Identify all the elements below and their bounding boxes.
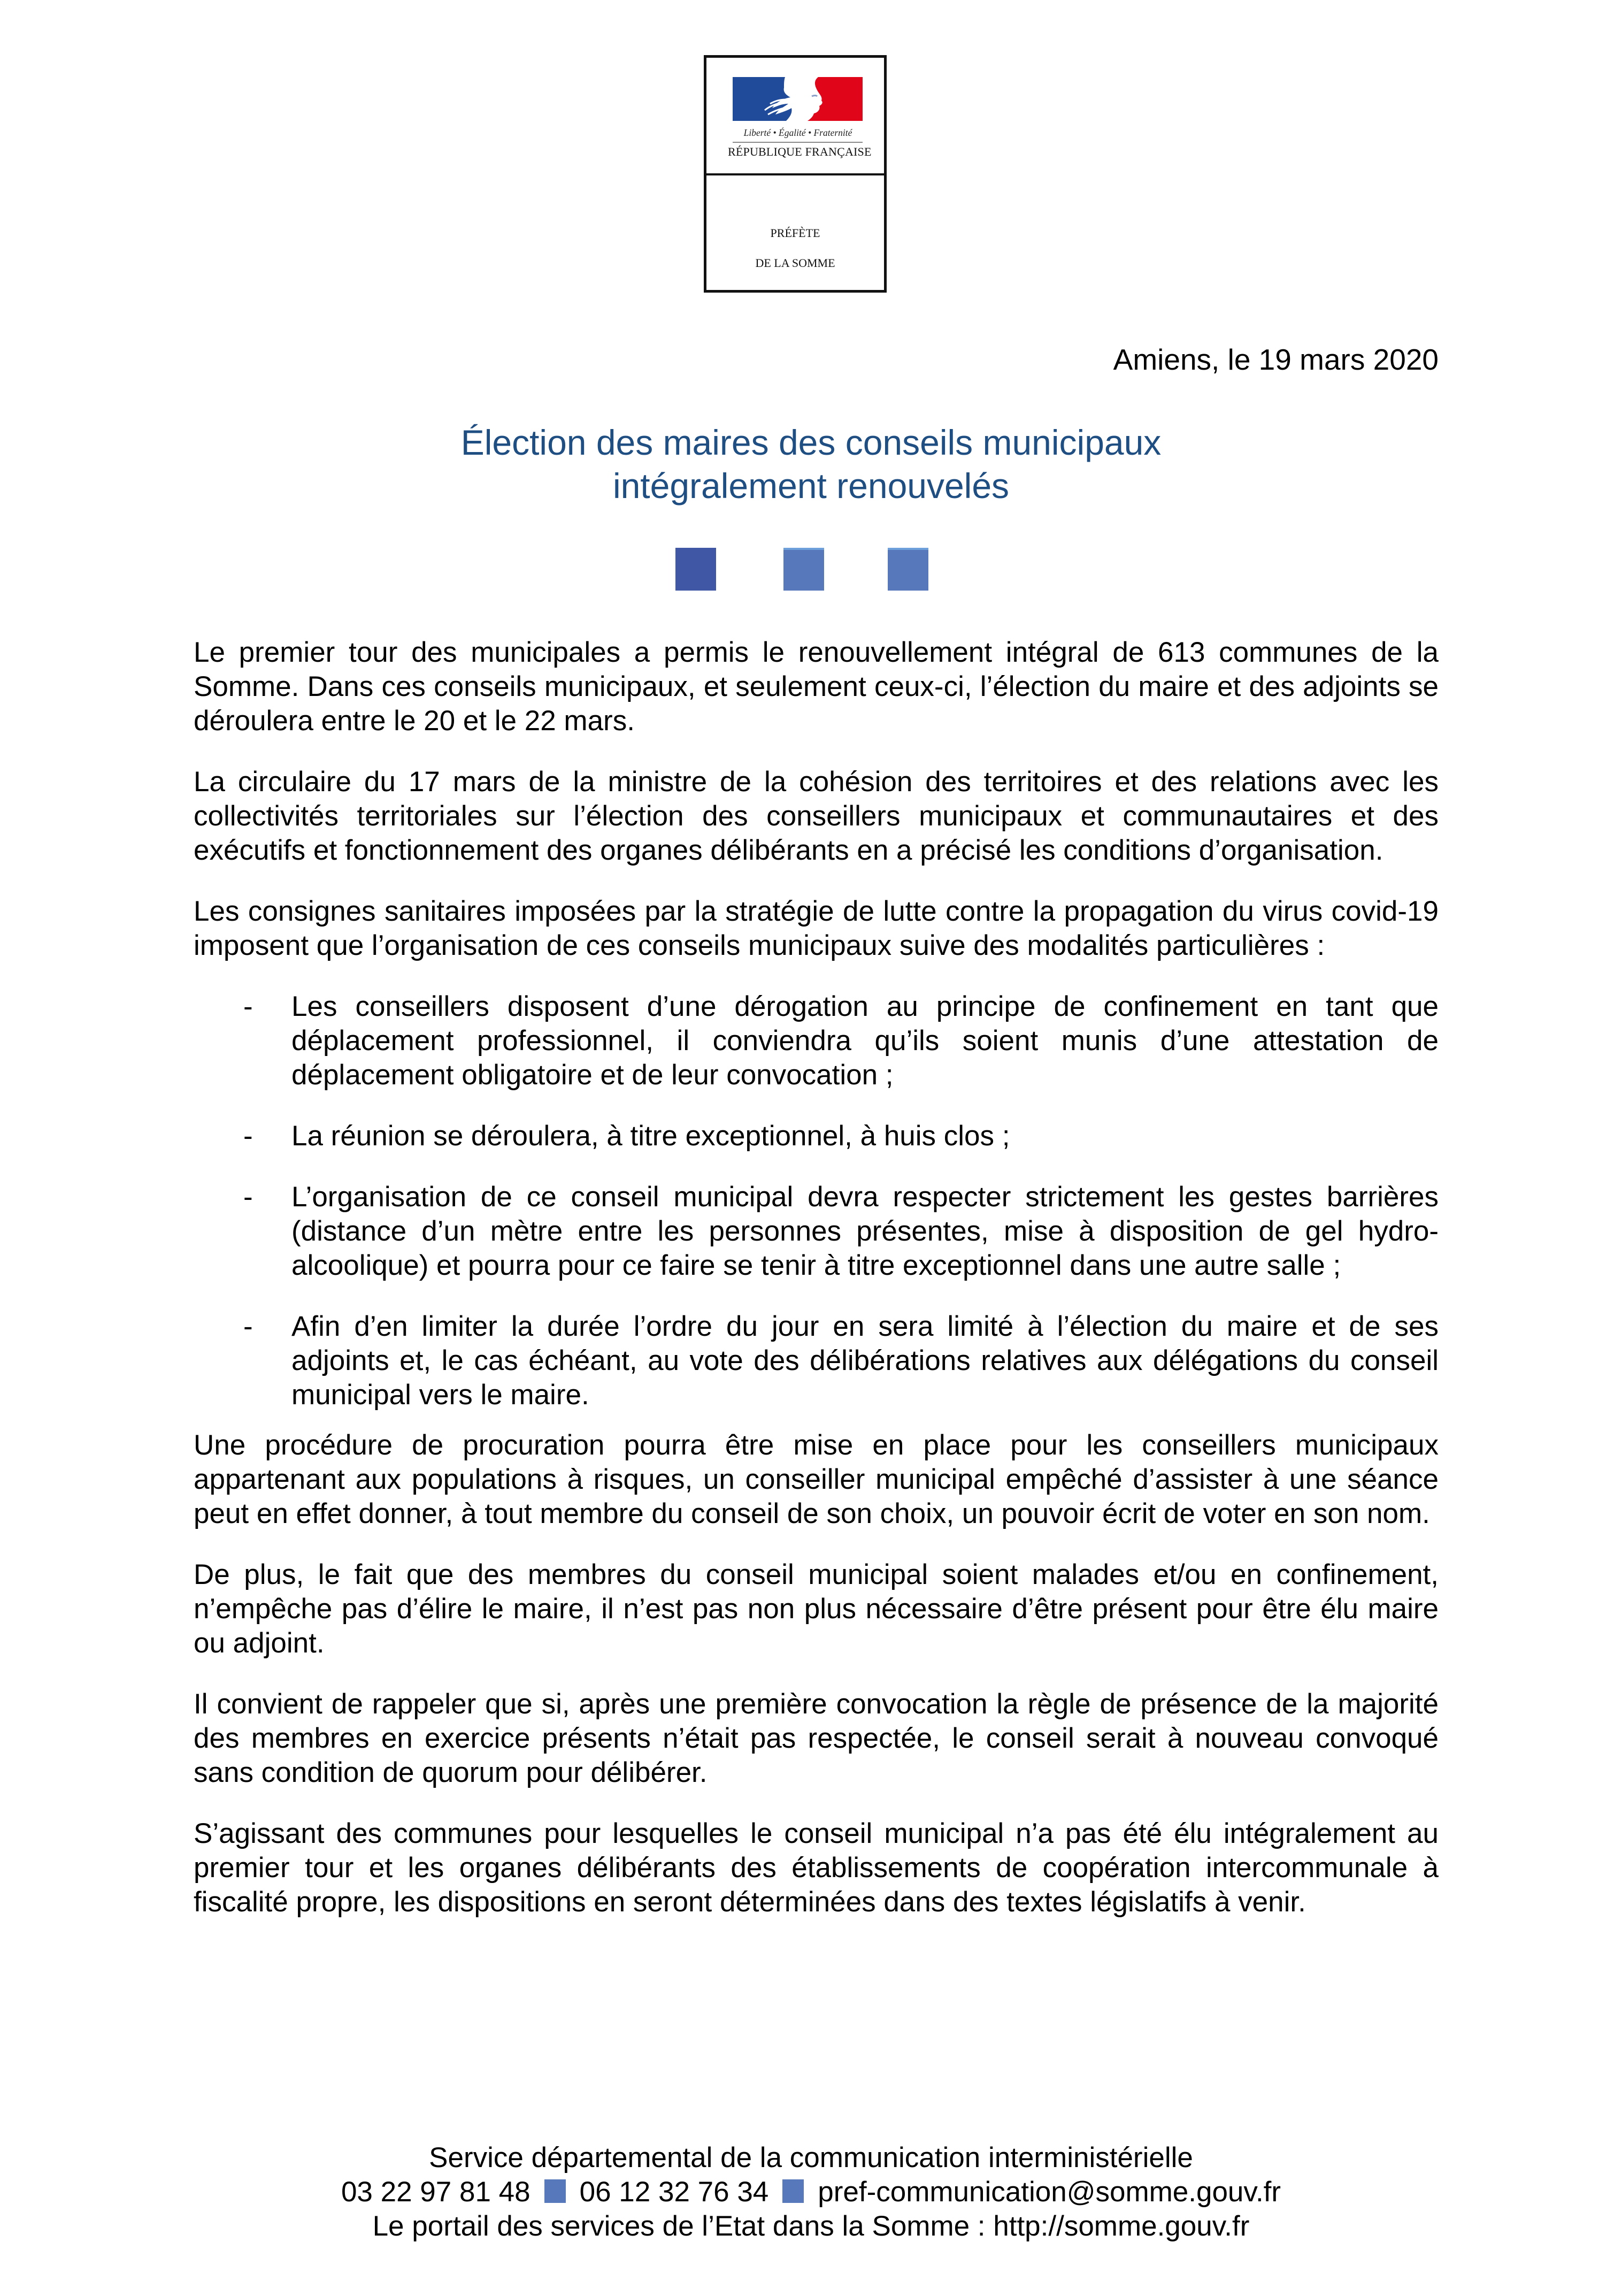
list-item-text: Les conseillers disposent d’une dérogation au principe de confinement en tant que déplacement professionnel, il conviendra qu’ils soient munis d’une attestation de déplacement obligatoire et de leur convocation ; — [291, 991, 1439, 1091]
contact-footer — [0, 2141, 1622, 2244]
list-item — [194, 1119, 1439, 1153]
square-icon — [888, 548, 928, 591]
list-item-text: L’organisation de ce conseil municipal devra respecter strictement les gestes barrières (distance d’un mètre entre les personnes présentes, mise à disposition de gel hydro-alcoolique) et pourra pour ce faire se tenir à titre exceptionnel dans une autre salle ; — [291, 1181, 1439, 1281]
footer-service: Service départemental de la communication interministérielle — [429, 2142, 1193, 2173]
republic-name: RÉPUBLIQUE FRANÇAISE — [728, 145, 872, 158]
square-bullet-icon — [544, 2179, 566, 2203]
paragraph: De plus, le fait que des membres du conseil municipal soient malades et/ou en confinement, n’empêche pas d’élire le maire, il n’est pas non plus nécessaire d’être présent pour être élu maire ou adjoint. — [194, 1559, 1439, 1659]
paragraph: Les consignes sanitaires imposées par la stratégie de lutte contre la propagation du virus covid-19 imposent que l’organisation de ces conseils municipaux suive des modalités particulières : — [194, 896, 1439, 961]
dash-bullet-icon: - — [243, 991, 253, 1022]
list-item — [194, 1310, 1439, 1412]
square-icon — [675, 548, 716, 591]
dash-bullet-icon: - — [243, 1181, 253, 1213]
title-line-1: Élection des maires des conseils municipaux — [460, 423, 1162, 462]
phone-mobile[interactable]: 06 12 32 76 34 — [579, 2176, 769, 2208]
title-line-2: intégralement renouvelés — [612, 466, 1010, 506]
marianne-logo-block — [706, 58, 884, 175]
paragraph: Le premier tour des municipales a permis le renouvellement intégral de 613 communes de la Somme. Dans ces conseils municipaux, et seulement ceux-ci, l’élection du maire et des adjoints se déroulera entre le 20 et le 22 mars. — [194, 637, 1439, 737]
list-item-text: La réunion se déroulera, à titre exceptionnel, à huis clos ; — [291, 1120, 1010, 1152]
list-item — [194, 990, 1439, 1092]
footer-portal[interactable]: Le portail des services de l’Etat dans la Somme : http://somme.gouv.fr — [372, 2210, 1250, 2242]
prefecture-line-1: PRÉFÈTE — [770, 226, 820, 240]
paragraph: Une procédure de procuration pourra être mise en place pour les conseillers municipaux appartenant aux populations à risques, un conseiller municipal empêché d’assister à une séance peut en effet donner, à tout membre du conseil de son choix, un pouvoir écrit de voter en son nom. — [194, 1429, 1439, 1529]
paragraph: Il convient de rappeler que si, après une première convocation la règle de présence de la majorité des membres en exercice présents n’était pas respectée, le conseil serait à nouveau convoqué sans condition de quorum pour délibérer. — [194, 1688, 1439, 1788]
marianne-profile-icon — [733, 77, 863, 121]
email-link[interactable]: pref-communication@somme.gouv.fr — [818, 2176, 1281, 2208]
decorative-squares — [0, 548, 1622, 591]
prefecture-name — [706, 218, 884, 278]
dash-bullet-icon: - — [243, 1311, 253, 1342]
press-release-body — [194, 636, 1439, 1946]
square-icon — [783, 548, 824, 591]
marianne-flag-icon — [733, 77, 863, 121]
square-bullet-icon — [782, 2179, 804, 2203]
list-item — [194, 1180, 1439, 1283]
prefecture-letterhead — [704, 55, 887, 293]
date-line: Amiens, le 19 mars 2020 — [1113, 343, 1439, 376]
phone-landline[interactable]: 03 22 97 81 48 — [341, 2176, 531, 2208]
motto-divider — [733, 142, 863, 143]
footer-contacts — [0, 2175, 1622, 2209]
page-title — [0, 421, 1622, 508]
dash-bullet-icon: - — [243, 1120, 253, 1152]
paragraph: La circulaire du 17 mars de la ministre de la cohésion des territoires et des relations avec les collectivités territoriales sur l’élection des conseillers municipaux et communautaires et des exécutifs et fonctionnement des organes délibérants en a précisé les conditions d’organisation. — [194, 766, 1439, 866]
republic-motto: Liberté • Égalité • Fraternité — [743, 127, 852, 138]
prefecture-line-2: DE LA SOMME — [755, 256, 835, 270]
list-item-text: Afin d’en limiter la durée l’ordre du jour en sera limité à l’élection du maire et de ses adjoints et, le cas échéant, au vote des délibérations relatives aux délégations du conseil municipal vers le maire. — [291, 1311, 1439, 1411]
paragraph: S’agissant des communes pour lesquelles le conseil municipal n’a pas été élu intégralement au premier tour et les organes délibérants des établissements de coopération intercommunale à fiscalité propre, les dispositions en seront déterminées dans des textes législatifs à venir. — [194, 1818, 1439, 1918]
measures-list — [194, 990, 1439, 1412]
